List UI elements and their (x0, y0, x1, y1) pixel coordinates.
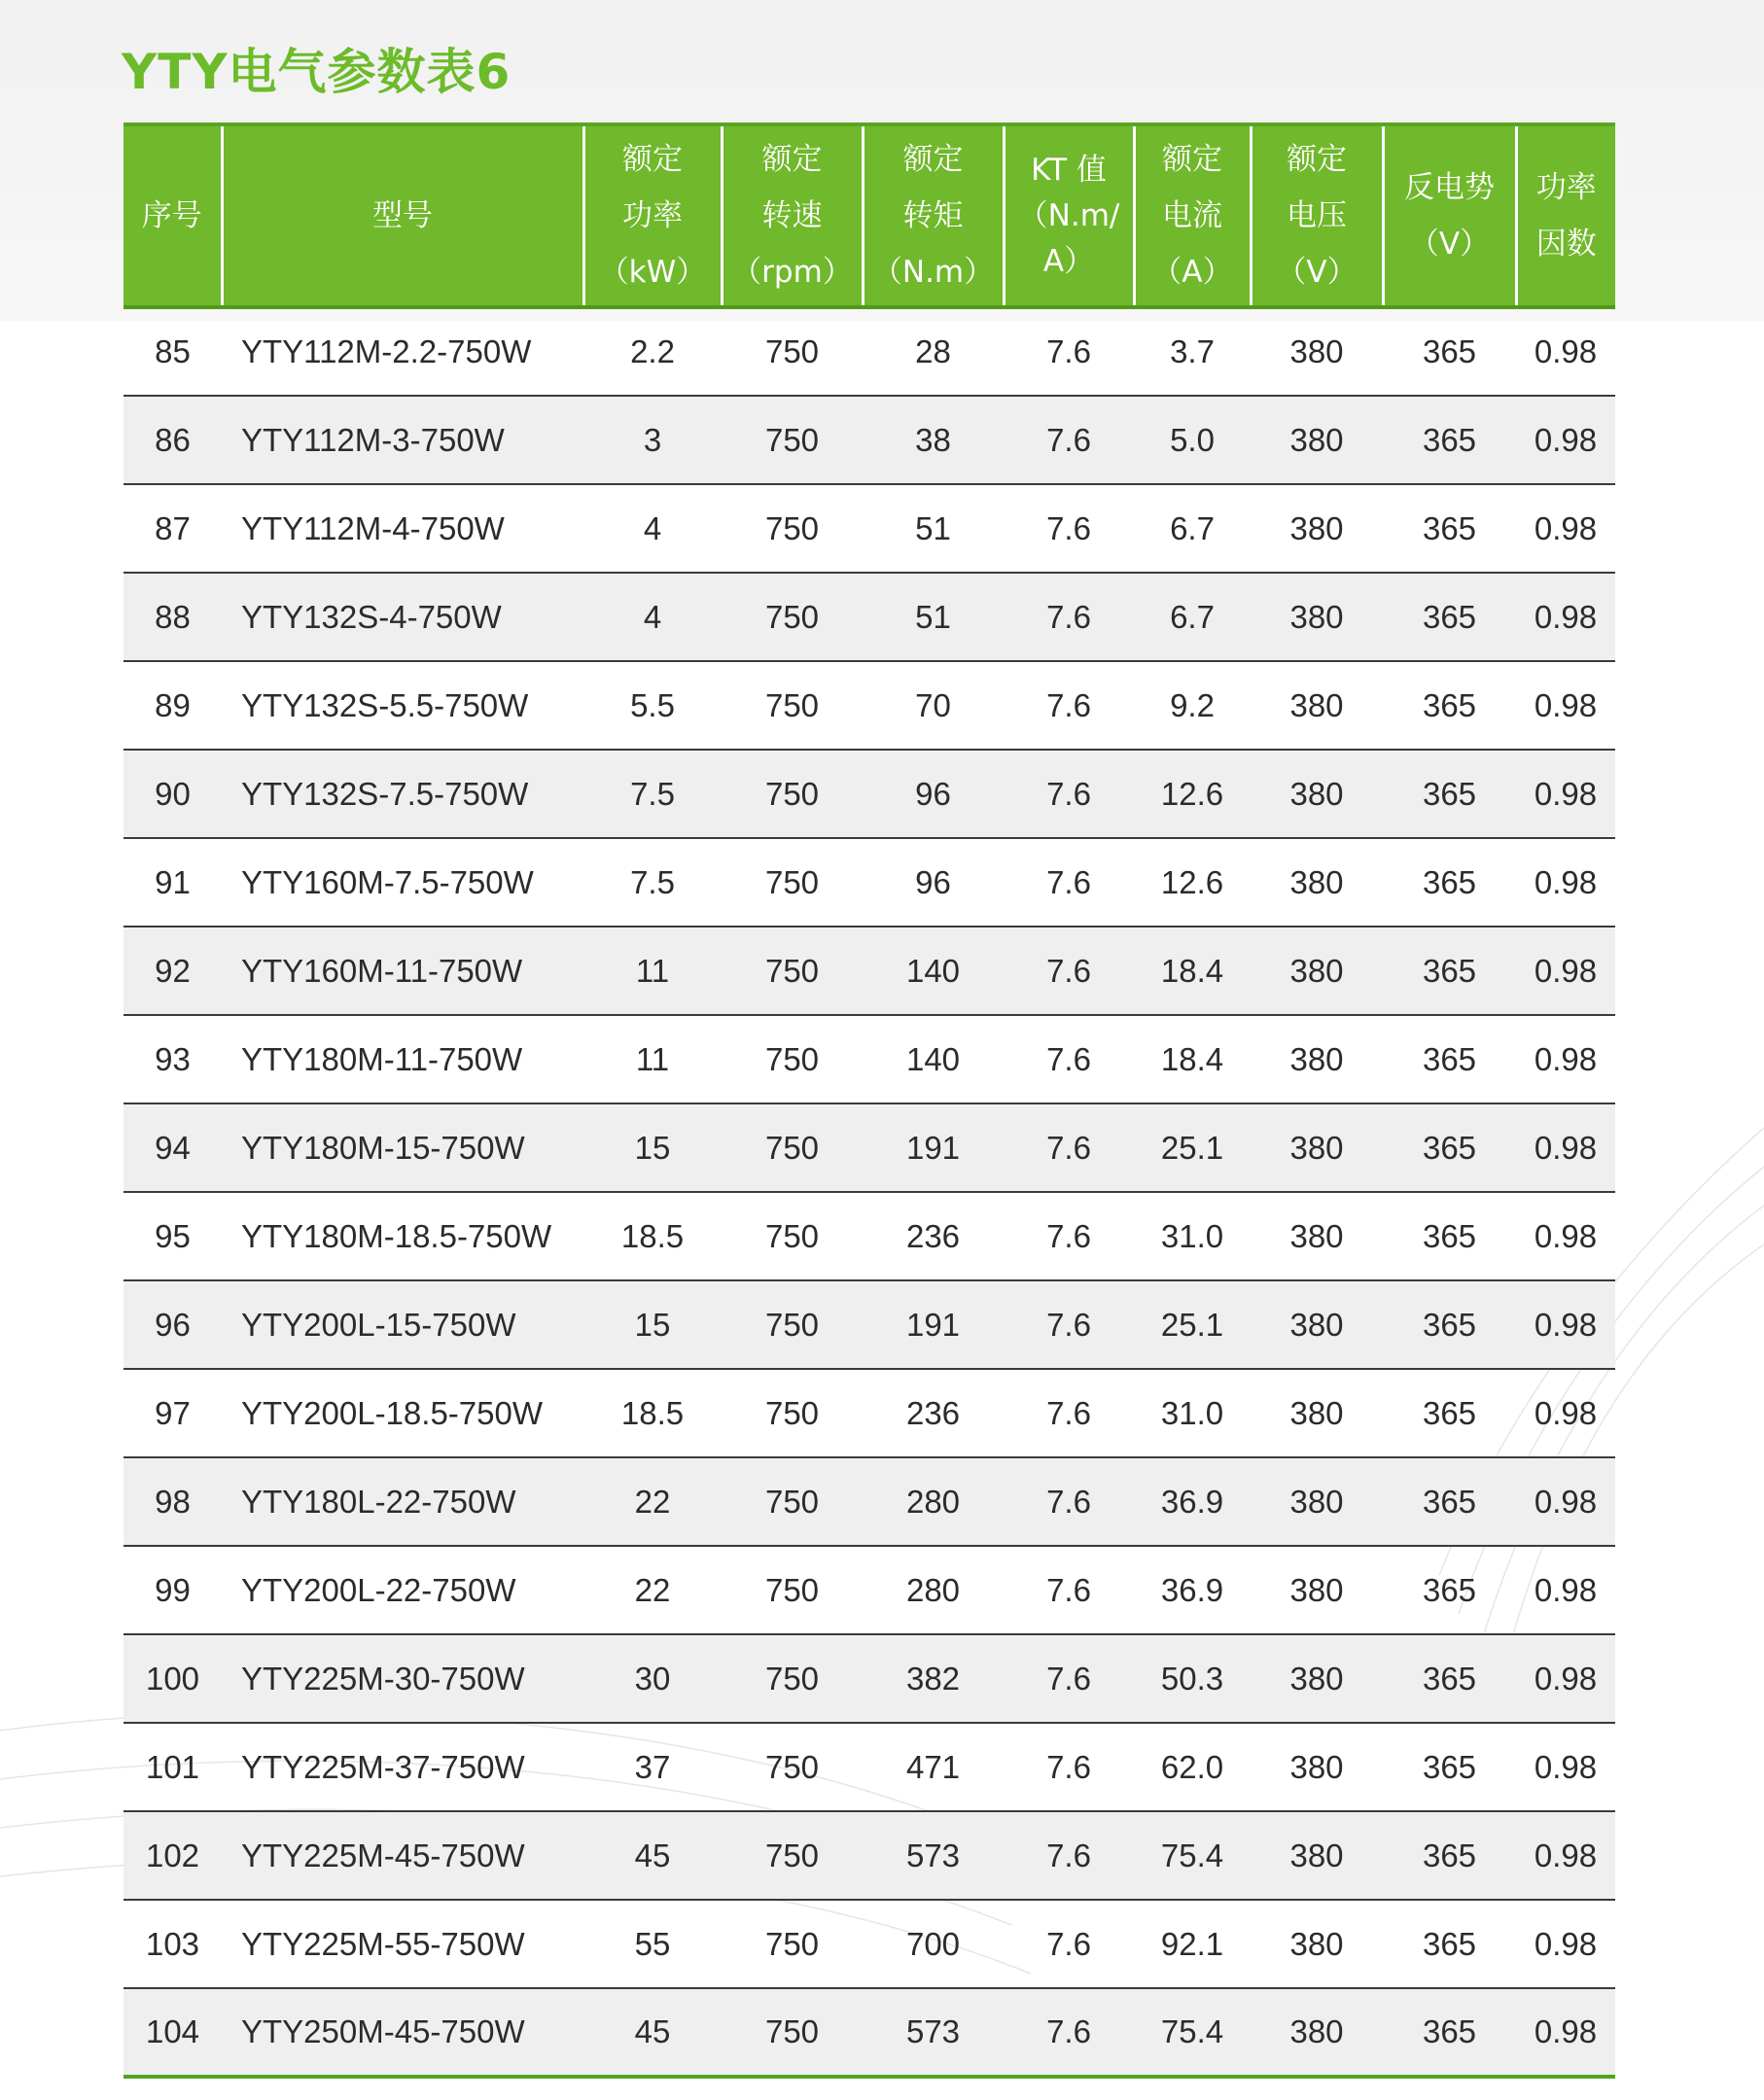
cell-kt: 7.6 (1046, 1483, 1091, 1520)
cell-current: 75.4 (1160, 2013, 1224, 2049)
cell-torque: 280 (905, 1571, 961, 1608)
cell-current: 36.9 (1160, 1483, 1224, 1520)
cell-voltage: 380 (1289, 1748, 1344, 1785)
cell-seq: 95 (155, 1217, 191, 1254)
header-back-emf-line: （V） (1408, 227, 1491, 262)
cell-back-emf: 365 (1422, 2013, 1477, 2049)
cell-power: 18.5 (620, 1394, 685, 1431)
cell-model: YTY200L-18.5-750W (241, 1394, 544, 1431)
header-voltage (1251, 124, 1383, 307)
header-torque-line: （N.m） (871, 255, 995, 290)
cell-kt: 7.6 (1046, 333, 1091, 369)
header-power-line: 功率 (622, 198, 683, 233)
cell-power: 22 (634, 1571, 671, 1608)
cell-power-factor: 0.98 (1534, 863, 1598, 900)
header-model-line: 型号 (372, 198, 433, 233)
cell-back-emf: 365 (1422, 333, 1477, 369)
cell-voltage: 380 (1289, 1040, 1344, 1077)
table-row (123, 1192, 1615, 1280)
cell-power: 5.5 (630, 686, 675, 723)
cell-torque: 700 (905, 1925, 961, 1962)
cell-current: 5.0 (1170, 421, 1215, 458)
cell-power-factor: 0.98 (1534, 333, 1598, 369)
cell-kt: 7.6 (1046, 1129, 1091, 1166)
cell-seq: 93 (155, 1040, 191, 1077)
cell-speed: 750 (764, 1129, 820, 1166)
cell-torque: 191 (905, 1129, 961, 1166)
cell-kt: 7.6 (1046, 1571, 1091, 1608)
cell-speed: 750 (764, 1040, 820, 1077)
cell-kt: 7.6 (1046, 1837, 1091, 1873)
cell-power-factor: 0.98 (1534, 1306, 1598, 1343)
cell-voltage: 380 (1289, 509, 1344, 546)
header-kt-line: （N.m/ (1017, 197, 1120, 233)
cell-current: 12.6 (1160, 775, 1224, 812)
cell-speed: 750 (764, 1483, 820, 1520)
cell-power: 4 (643, 509, 662, 546)
cell-seq: 96 (155, 1306, 191, 1343)
cell-power-factor: 0.98 (1534, 598, 1598, 635)
cell-current: 18.4 (1160, 1040, 1224, 1077)
cell-torque: 51 (915, 598, 951, 635)
cell-current: 25.1 (1160, 1306, 1224, 1343)
cell-power-factor: 0.98 (1534, 1040, 1598, 1077)
cell-model: YTY225M-37-750W (241, 1748, 525, 1785)
cell-back-emf: 365 (1422, 1660, 1477, 1697)
cell-speed: 750 (764, 952, 820, 989)
cell-model: YTY180L-22-750W (241, 1483, 516, 1520)
cell-back-emf: 365 (1422, 1483, 1477, 1520)
cell-voltage: 380 (1289, 1925, 1344, 1962)
cell-kt: 7.6 (1046, 1748, 1091, 1785)
header-torque-line: 额定 (902, 142, 964, 177)
cell-speed: 750 (764, 1660, 820, 1697)
cell-torque: 236 (905, 1394, 961, 1431)
cell-back-emf: 365 (1422, 1748, 1477, 1785)
cell-voltage: 380 (1289, 1571, 1344, 1608)
cell-power-factor: 0.98 (1534, 1571, 1598, 1608)
cell-model: YTY180M-18.5-750W (241, 1217, 552, 1254)
cell-power: 37 (634, 1748, 671, 1785)
cell-current: 6.7 (1170, 509, 1215, 546)
cell-kt: 7.6 (1046, 863, 1091, 900)
table-row (123, 1988, 1615, 2077)
table-header (123, 124, 1615, 307)
cell-current: 62.0 (1160, 1748, 1224, 1785)
cell-seq: 89 (155, 686, 191, 723)
header-kt-line: KT 值 (1031, 152, 1107, 188)
cell-kt: 7.6 (1046, 598, 1091, 635)
header-speed-line: 转速 (761, 198, 823, 233)
cell-torque: 96 (915, 775, 951, 812)
cell-seq: 100 (145, 1660, 200, 1697)
cell-speed: 750 (764, 333, 820, 369)
table-row (123, 1369, 1615, 1457)
cell-back-emf: 365 (1422, 1571, 1477, 1608)
cell-seq: 99 (155, 1571, 191, 1608)
cell-back-emf: 365 (1422, 775, 1477, 812)
cell-current: 36.9 (1160, 1571, 1224, 1608)
table-row (123, 838, 1615, 927)
cell-torque: 471 (905, 1748, 961, 1785)
cell-model: YTY112M-4-750W (241, 509, 505, 546)
cell-speed: 750 (764, 1571, 820, 1608)
cell-seq: 90 (155, 775, 191, 812)
header-current (1134, 124, 1251, 307)
header-kt-line: A） (1042, 243, 1095, 279)
cell-torque: 382 (905, 1660, 961, 1697)
table-row (123, 1457, 1615, 1546)
cell-voltage: 380 (1289, 952, 1344, 989)
table-row (123, 484, 1615, 573)
header-torque (863, 124, 1004, 307)
cell-power: 7.5 (630, 775, 675, 812)
cell-model: YTY132S-7.5-750W (241, 775, 529, 812)
cell-seq: 101 (145, 1748, 200, 1785)
cell-back-emf: 365 (1422, 509, 1477, 546)
cell-power-factor: 0.98 (1534, 1394, 1598, 1431)
table-row (123, 1015, 1615, 1103)
header-power-line: （kW） (598, 255, 707, 290)
cell-power-factor: 0.98 (1534, 1217, 1598, 1254)
cell-voltage: 380 (1289, 333, 1344, 369)
cell-power-factor: 0.98 (1534, 2013, 1598, 2049)
cell-model: YTY160M-11-750W (241, 952, 523, 989)
header-power-line: 额定 (622, 142, 683, 177)
cell-voltage: 380 (1289, 1394, 1344, 1431)
cell-model: YTY160M-7.5-750W (241, 863, 534, 900)
cell-kt: 7.6 (1046, 1040, 1091, 1077)
cell-power-factor: 0.98 (1534, 1483, 1598, 1520)
cell-seq: 85 (155, 333, 191, 369)
cell-torque: 70 (915, 686, 951, 723)
table-row (123, 1103, 1615, 1192)
cell-voltage: 380 (1289, 1837, 1344, 1873)
table-row (123, 750, 1615, 838)
cell-kt: 7.6 (1046, 1306, 1091, 1343)
cell-current: 31.0 (1160, 1394, 1224, 1431)
cell-power-factor: 0.98 (1534, 1925, 1598, 1962)
header-power-factor-line: 因数 (1535, 227, 1597, 262)
header-current-line: 电流 (1162, 198, 1222, 233)
header-row (123, 124, 1615, 307)
cell-voltage: 380 (1289, 2013, 1344, 2049)
cell-voltage: 380 (1289, 1483, 1344, 1520)
cell-voltage: 380 (1289, 598, 1344, 635)
cell-kt: 7.6 (1046, 1660, 1091, 1697)
header-speed-line: （rpm） (731, 255, 853, 290)
header-kt (1004, 124, 1134, 307)
cell-current: 12.6 (1160, 863, 1224, 900)
table-row (123, 1546, 1615, 1634)
cell-power: 11 (635, 952, 670, 989)
cell-voltage: 380 (1289, 1660, 1344, 1697)
cell-voltage: 380 (1289, 1306, 1344, 1343)
cell-model: YTY200L-22-750W (241, 1571, 516, 1608)
cell-power: 15 (634, 1306, 671, 1343)
cell-speed: 750 (764, 509, 820, 546)
cell-kt: 7.6 (1046, 1217, 1091, 1254)
cell-kt: 7.6 (1046, 1394, 1091, 1431)
header-seq-line: 序号 (141, 198, 202, 233)
cell-power: 18.5 (620, 1217, 685, 1254)
cell-power: 11 (635, 1040, 670, 1077)
table-row (123, 1723, 1615, 1811)
table-body (123, 307, 1615, 2077)
cell-power: 55 (634, 1925, 671, 1962)
cell-seq: 98 (155, 1483, 191, 1520)
cell-model: YTY132S-5.5-750W (241, 686, 529, 723)
header-speed-line: 额定 (761, 142, 823, 177)
cell-back-emf: 365 (1422, 1129, 1477, 1166)
cell-model: YTY250M-45-750W (241, 2013, 525, 2049)
cell-model: YTY225M-55-750W (241, 1925, 525, 1962)
header-current-line: 额定 (1162, 142, 1222, 177)
cell-back-emf: 365 (1422, 421, 1477, 458)
cell-power-factor: 0.98 (1534, 1837, 1598, 1873)
cell-back-emf: 365 (1422, 863, 1477, 900)
table-row (123, 927, 1615, 1015)
table-row (123, 1280, 1615, 1369)
cell-current: 31.0 (1160, 1217, 1224, 1254)
cell-speed: 750 (764, 2013, 820, 2049)
cell-back-emf: 365 (1422, 952, 1477, 989)
cell-speed: 750 (764, 1394, 820, 1431)
cell-seq: 104 (145, 2013, 200, 2049)
cell-speed: 750 (764, 863, 820, 900)
cell-current: 9.2 (1170, 686, 1215, 723)
header-power-factor (1516, 124, 1615, 307)
cell-power-factor: 0.98 (1534, 775, 1598, 812)
table-row (123, 661, 1615, 750)
cell-torque: 191 (905, 1306, 961, 1343)
cell-power-factor: 0.98 (1534, 421, 1598, 458)
cell-back-emf: 365 (1422, 1040, 1477, 1077)
cell-power-factor: 0.98 (1534, 952, 1598, 989)
cell-power: 4 (643, 598, 662, 635)
cell-power: 30 (634, 1660, 671, 1697)
table-row (123, 1811, 1615, 1900)
header-voltage-line: 电压 (1287, 198, 1347, 233)
header-voltage-line: （V） (1276, 255, 1358, 290)
cell-power: 2.2 (630, 333, 675, 369)
cell-kt: 7.6 (1046, 509, 1091, 546)
cell-kt: 7.6 (1046, 2013, 1091, 2049)
cell-torque: 140 (905, 1040, 961, 1077)
table-row (123, 1634, 1615, 1723)
cell-seq: 87 (155, 509, 191, 546)
cell-torque: 28 (915, 333, 951, 369)
cell-torque: 38 (915, 421, 951, 458)
cell-current: 18.4 (1160, 952, 1224, 989)
cell-torque: 280 (905, 1483, 961, 1520)
header-power (583, 124, 722, 307)
cell-power-factor: 0.98 (1534, 1748, 1598, 1785)
cell-model: YTY112M-2.2-750W (241, 333, 532, 369)
table-row (123, 1900, 1615, 1988)
header-torque-line: 转矩 (902, 198, 964, 233)
cell-torque: 573 (905, 2013, 961, 2049)
cell-seq: 91 (155, 863, 191, 900)
header-back-emf-line: 反电势 (1404, 170, 1495, 205)
cell-seq: 103 (145, 1925, 200, 1962)
cell-seq: 92 (155, 952, 191, 989)
cell-power-factor: 0.98 (1534, 686, 1598, 723)
cell-power: 22 (634, 1483, 671, 1520)
parameter-table (123, 122, 1615, 2079)
cell-voltage: 380 (1289, 1217, 1344, 1254)
cell-power: 45 (634, 2013, 671, 2049)
cell-seq: 94 (155, 1129, 191, 1166)
cell-power: 45 (634, 1837, 671, 1873)
cell-power: 3 (643, 421, 662, 458)
cell-model: YTY112M-3-750W (241, 421, 505, 458)
header-back-emf (1383, 124, 1516, 307)
cell-power-factor: 0.98 (1534, 509, 1598, 546)
cell-power-factor: 0.98 (1534, 1660, 1598, 1697)
cell-torque: 236 (905, 1217, 961, 1254)
cell-model: YTY132S-4-750W (241, 598, 502, 635)
cell-model: YTY200L-15-750W (241, 1306, 516, 1343)
cell-back-emf: 365 (1422, 1837, 1477, 1873)
cell-model: YTY180M-11-750W (241, 1040, 523, 1077)
cell-seq: 86 (155, 421, 191, 458)
cell-current: 50.3 (1160, 1660, 1224, 1697)
cell-power: 7.5 (630, 863, 675, 900)
header-model (222, 124, 583, 307)
cell-speed: 750 (764, 1925, 820, 1962)
header-seq (123, 124, 222, 307)
cell-voltage: 380 (1289, 863, 1344, 900)
cell-kt: 7.6 (1046, 1925, 1091, 1962)
cell-speed: 750 (764, 686, 820, 723)
cell-torque: 573 (905, 1837, 961, 1873)
cell-speed: 750 (764, 1217, 820, 1254)
cell-current: 6.7 (1170, 598, 1215, 635)
cell-torque: 96 (915, 863, 951, 900)
cell-current: 3.7 (1170, 333, 1215, 369)
cell-current: 25.1 (1160, 1129, 1224, 1166)
cell-seq: 102 (145, 1837, 200, 1873)
cell-kt: 7.6 (1046, 775, 1091, 812)
cell-speed: 750 (764, 1306, 820, 1343)
header-voltage-line: 额定 (1287, 142, 1347, 177)
header-current-line: （A） (1151, 255, 1233, 290)
cell-current: 75.4 (1160, 1837, 1224, 1873)
cell-speed: 750 (764, 1748, 820, 1785)
cell-speed: 750 (764, 1837, 820, 1873)
table-row (123, 573, 1615, 661)
cell-model: YTY180M-15-750W (241, 1129, 525, 1166)
cell-torque: 140 (905, 952, 961, 989)
cell-back-emf: 365 (1422, 598, 1477, 635)
cell-power: 15 (634, 1129, 671, 1166)
cell-power-factor: 0.98 (1534, 1129, 1598, 1166)
cell-current: 92.1 (1160, 1925, 1224, 1962)
cell-kt: 7.6 (1046, 421, 1091, 458)
cell-back-emf: 365 (1422, 1306, 1477, 1343)
cell-speed: 750 (764, 598, 820, 635)
cell-speed: 750 (764, 421, 820, 458)
cell-voltage: 380 (1289, 775, 1344, 812)
cell-speed: 750 (764, 775, 820, 812)
cell-seq: 88 (155, 598, 191, 635)
cell-kt: 7.6 (1046, 686, 1091, 723)
cell-model: YTY225M-30-750W (241, 1660, 525, 1697)
cell-back-emf: 365 (1422, 686, 1477, 723)
cell-kt: 7.6 (1046, 952, 1091, 989)
cell-voltage: 380 (1289, 421, 1344, 458)
table-row (123, 396, 1615, 484)
cell-torque: 51 (915, 509, 951, 546)
header-speed (722, 124, 863, 307)
cell-voltage: 380 (1289, 686, 1344, 723)
table-row (123, 307, 1615, 396)
cell-seq: 97 (155, 1394, 191, 1431)
header-power-factor-line: 功率 (1535, 170, 1597, 205)
page-title: YTY电气参数表6 (122, 44, 512, 100)
cell-back-emf: 365 (1422, 1925, 1477, 1962)
cell-model: YTY225M-45-750W (241, 1837, 525, 1873)
cell-back-emf: 365 (1422, 1394, 1477, 1431)
cell-back-emf: 365 (1422, 1217, 1477, 1254)
cell-voltage: 380 (1289, 1129, 1344, 1166)
